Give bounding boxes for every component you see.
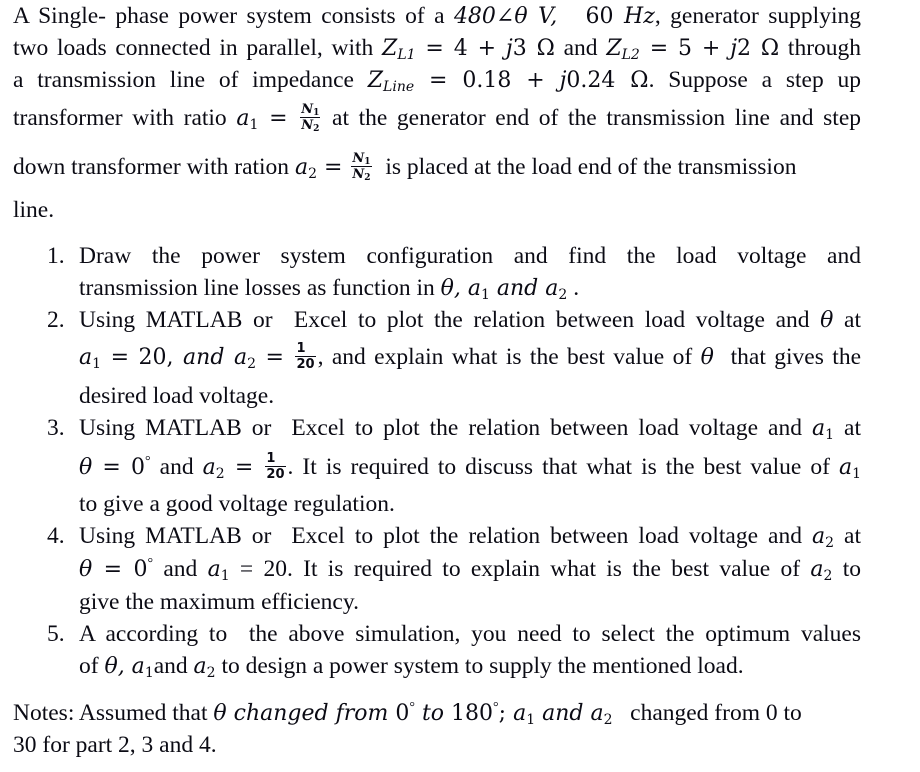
item-3-line-1	[79, 412, 861, 445]
subscript: L2	[621, 47, 640, 63]
subscript: 1	[220, 568, 230, 584]
subscript: 1	[144, 665, 154, 681]
ratio-a2-symbol: a	[811, 524, 826, 549]
equals-sign: =	[255, 345, 294, 370]
intro-text: and	[554, 35, 607, 61]
intro-line-6	[13, 194, 54, 226]
item-number: 2.	[47, 307, 65, 333]
intro-text: transformer with ratio	[13, 105, 237, 131]
generator-voltage: 480∠θ V,	[453, 4, 558, 29]
subscript: 2	[825, 535, 835, 551]
subscript: 1	[313, 108, 320, 119]
subscript: 2	[206, 665, 216, 681]
subscript: 2	[215, 466, 225, 482]
ratio-a1-symbol: a	[207, 557, 221, 582]
math-value: 0	[395, 701, 410, 726]
subscript: 2	[364, 173, 371, 184]
intro-text: . Suppose a step up	[648, 67, 862, 93]
item-number: 4.	[47, 523, 65, 549]
ratio-a2-symbol: a	[294, 155, 309, 180]
subscript: 2	[603, 712, 613, 728]
subscript: 1	[92, 356, 102, 372]
intro-text: is placed at the load end of the transmission	[373, 154, 797, 180]
item-text: and	[153, 653, 194, 679]
item-text: to design a power system to supply the mentioned load.	[215, 653, 744, 679]
item-3-line-3: to give a good voltage regulation.	[79, 491, 395, 517]
ratio-a1-symbol: a	[513, 701, 527, 726]
item-text: = 20. It is required to explain what is the best value of	[229, 556, 811, 582]
intro-line-3	[13, 64, 861, 97]
theta-symbol: θ	[820, 308, 834, 333]
subscript: Line	[383, 79, 415, 95]
equals-sign: =	[224, 455, 264, 480]
math-variables: θ, a	[104, 654, 145, 679]
intro-line-2	[13, 32, 861, 65]
intro-line-5	[13, 151, 796, 184]
ratio-a2-symbol: a	[202, 455, 216, 480]
subscript: 1	[364, 157, 371, 168]
item-4-line-1	[79, 520, 861, 553]
item-number: 1.	[47, 243, 65, 269]
item-4-line-2	[79, 553, 861, 586]
intro-text: at the generator end of the transmission line and step	[322, 105, 861, 131]
notes-line-1	[13, 697, 802, 730]
equals-sign: =	[316, 155, 350, 180]
intro-text: a transmission line of impedance	[13, 67, 368, 93]
load1-impedance-value: = 4 +	[415, 36, 506, 61]
item-text: of	[79, 653, 105, 679]
item-1-line-1: Draw the power system configuration and find the load voltage and	[79, 243, 861, 269]
theta-symbol: θ	[79, 455, 93, 480]
fraction-n1-over-n2	[300, 102, 320, 135]
item-number: 3.	[47, 415, 65, 441]
notes-text: Notes: Assumed that	[13, 700, 214, 726]
math-variables: to	[414, 701, 452, 726]
frequency-unit: Hz	[624, 4, 655, 29]
subscript: 2	[313, 124, 320, 135]
ratio-a2-symbol: a	[193, 654, 207, 679]
item-text: Using MATLAB or Excel to plot the relation between load voltage and	[79, 307, 821, 333]
item-text: , and explain what is the best value of	[317, 344, 701, 370]
intro-text: down transformer with ration	[13, 154, 295, 180]
item-text: . It is required to discuss that what is the best value of	[287, 454, 839, 480]
intro-text: , generator supplying	[654, 3, 861, 29]
line-impedance-symbol: Z	[367, 68, 384, 93]
item-text: and	[150, 454, 203, 480]
math-variables: and a	[183, 345, 248, 370]
degree-symbol: °	[409, 700, 415, 715]
subscript: 1	[249, 117, 259, 133]
load1-impedance-value: 3 Ω	[512, 36, 555, 61]
notes-text: changed from 0 to	[612, 700, 802, 726]
imag-unit: j	[559, 68, 567, 93]
denominator: 20	[266, 467, 285, 483]
item-5-line-1: A according to the above simulation, you need to select the optimum values	[79, 621, 861, 647]
frequency-value: 60	[585, 4, 625, 29]
item-text: at	[834, 523, 861, 549]
ratio-a1-symbol: a	[811, 416, 826, 441]
subscript: 1	[526, 712, 536, 728]
subscript: 2	[247, 356, 256, 372]
denominator: 20	[296, 357, 315, 373]
ratio-a2-symbol: a	[810, 557, 824, 582]
intro-line-1	[13, 0, 861, 33]
item-5-line-2	[79, 650, 744, 683]
numerator: N	[301, 102, 314, 118]
intro-text: A Single- phase power system consists of a	[13, 3, 454, 29]
item-2-line-1	[79, 304, 861, 337]
item-number: 5.	[47, 621, 65, 647]
degree-symbol: °	[147, 556, 154, 571]
math-value: ;	[498, 701, 514, 726]
math-variables: and a	[489, 276, 559, 301]
load2-impedance-symbol: Z	[606, 36, 622, 61]
degree-symbol: °	[493, 700, 499, 715]
item-2-line-3: desired load voltage.	[79, 383, 275, 409]
subscript: 2	[558, 287, 568, 303]
line-impedance-value: = 0.18 +	[414, 68, 560, 93]
subscript: 2	[823, 568, 833, 584]
item-text: Using MATLAB or Excel to plot the relation between load voltage and	[79, 523, 812, 549]
intro-text: two loads connected in parallel, with	[13, 35, 383, 61]
denominator: N	[301, 118, 314, 134]
degree-symbol: °	[145, 454, 151, 469]
item-3-line-2	[79, 451, 861, 484]
imag-unit: j	[505, 36, 513, 61]
load2-impedance-value: 2 Ω	[737, 36, 780, 61]
equals-sign: =	[258, 106, 299, 131]
numerator: 1	[265, 452, 285, 467]
denominator: N	[352, 167, 365, 183]
math-variables: and a	[535, 701, 604, 726]
item-text: .	[567, 275, 580, 301]
item-text: and	[153, 556, 208, 582]
item-text: at	[834, 415, 861, 441]
load1-impedance-symbol: Z	[382, 36, 398, 61]
math-value: = 0	[92, 557, 148, 582]
math-value: 180	[451, 701, 494, 726]
item-text: transmission line losses as function in	[79, 275, 441, 301]
item-text: to	[832, 556, 861, 582]
subscript: 2	[308, 166, 317, 182]
item-2-line-2	[79, 341, 861, 374]
load2-impedance-value: = 5 +	[639, 36, 731, 61]
math-value: = 20,	[101, 345, 184, 370]
item-4-line-3: give the maximum efficiency.	[79, 589, 359, 615]
intro-text: line.	[13, 197, 55, 223]
ratio-a1-symbol: a	[236, 106, 250, 131]
subscript: 1	[852, 466, 862, 482]
item-text: that gives the	[713, 344, 862, 370]
fraction-n1-over-n2	[351, 151, 371, 184]
ratio-a1-symbol: a	[79, 345, 93, 370]
line-impedance-value: 0.24 Ω	[566, 68, 649, 93]
theta-symbol: θ	[79, 557, 93, 582]
math-variables: θ, a	[440, 276, 481, 301]
item-text: Using MATLAB or Excel to plot the relation between load voltage and	[79, 415, 812, 441]
imag-unit: j	[730, 36, 738, 61]
fraction-1-over-20	[265, 452, 285, 481]
math-variables: θ changed from	[213, 701, 396, 726]
fraction-1-over-20	[295, 342, 315, 371]
subscript: 1	[480, 287, 490, 303]
subscript: L1	[397, 47, 416, 63]
ratio-a1-symbol: a	[838, 455, 853, 480]
item-1-line-2	[79, 272, 579, 305]
math-value: = 0	[92, 455, 145, 480]
notes-line-2: 30 for part 2, 3 and 4.	[13, 732, 217, 758]
intro-line-4	[13, 102, 861, 135]
subscript: 1	[825, 427, 835, 443]
numerator: N	[352, 151, 365, 167]
theta-symbol: θ	[700, 345, 714, 370]
numerator: 1	[295, 342, 315, 357]
intro-text: through	[779, 35, 862, 61]
item-text: at	[833, 307, 861, 333]
